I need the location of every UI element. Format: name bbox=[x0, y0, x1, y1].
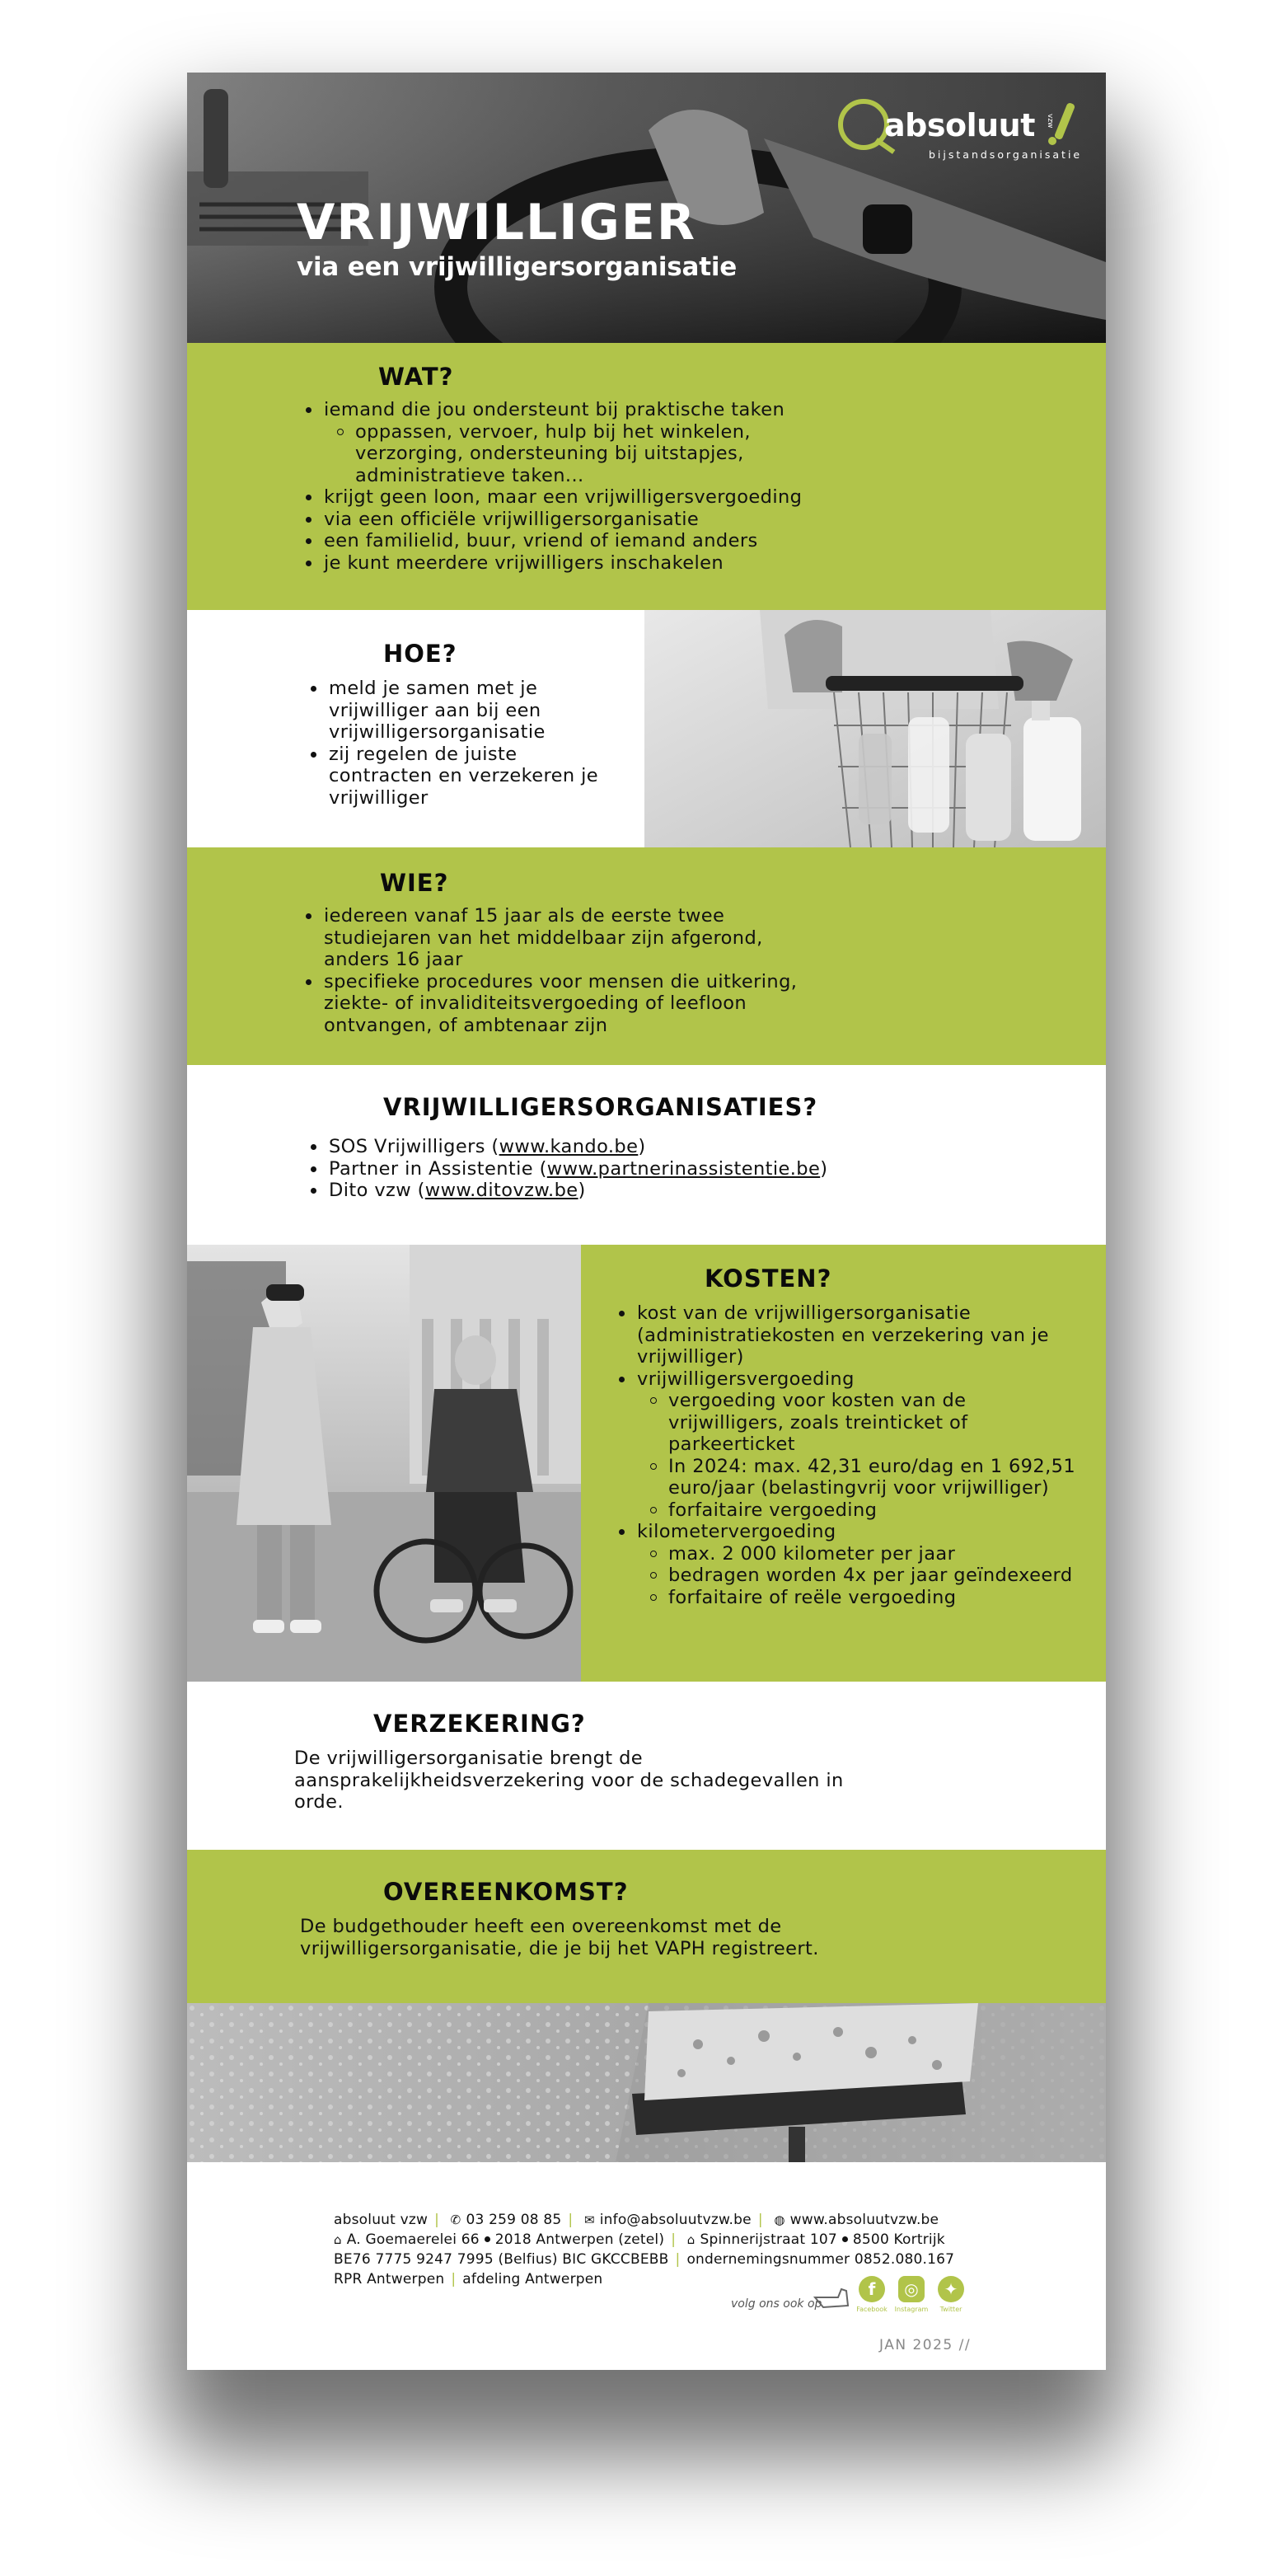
footer-address-row: ⌂ A. Goemaerelei 66 2018 Antwerpen (zetel) | ⌂ Spinnerijstraat 107 8500 Kortrijk bbox=[334, 2231, 945, 2248]
hand-pointer-icon bbox=[813, 2278, 855, 2311]
kosten-list bbox=[616, 1302, 1077, 1608]
image-window-squeegee bbox=[187, 2003, 1106, 2162]
mail-icon: ✉ bbox=[583, 2212, 595, 2227]
footer-phone[interactable]: 03 259 08 85 bbox=[466, 2212, 562, 2228]
footer-address: 8500 Kortrijk bbox=[852, 2231, 945, 2248]
footer-org: absoluut vzw bbox=[334, 2212, 429, 2228]
section-wat bbox=[187, 343, 1106, 610]
footer-web[interactable]: www.absoluutvzw.be bbox=[789, 2212, 939, 2228]
footer-address: 2018 Antwerpen (zetel) bbox=[494, 2231, 665, 2248]
facebook-label: Facebook bbox=[856, 2306, 888, 2313]
overeenkomst-text: De budgethouder heeft een overeenkomst met de vrijwilligersorganisatie, die je bij het VAPH registreert. bbox=[300, 1916, 819, 1959]
footer-dept: afdeling Antwerpen bbox=[462, 2271, 603, 2287]
section-heading: WAT? bbox=[378, 363, 454, 391]
footer-bank-row: BE76 7775 9247 7995 (Belfius) BIC GKCCBEBB | ondernemingsnummer 0852.080.167 bbox=[334, 2251, 955, 2268]
list-item: forfaitaire vergoeding bbox=[647, 1499, 1077, 1522]
orgs-list bbox=[307, 1136, 884, 1202]
list-item: SOS Vrijwilligers (www.kando.be) bbox=[307, 1136, 884, 1158]
section-heading: VRIJWILLIGERSORGANISATIES? bbox=[383, 1093, 818, 1121]
section-hoe bbox=[187, 610, 1106, 847]
logo-vzw: vzw bbox=[1046, 114, 1054, 129]
home-icon: ⌂ bbox=[334, 2232, 342, 2247]
wie-list bbox=[302, 905, 830, 1036]
kando-link[interactable]: www.kando.be bbox=[499, 1136, 639, 1157]
photo-window-squeegee bbox=[187, 2003, 1106, 2162]
phone-icon: ✆ bbox=[450, 2212, 461, 2227]
globe-icon: ◍ bbox=[774, 2212, 785, 2227]
list-item: Dito vzw (www.ditovzw.be) bbox=[307, 1180, 884, 1202]
footer-address: Spinnerijstraat 107 bbox=[700, 2231, 837, 2248]
logo-tagline: bijstandsorganisatie bbox=[929, 148, 1083, 161]
page-subtitle: via een vrijwilligersorganisatie bbox=[297, 252, 738, 282]
footer-contact-row: absoluut vzw | ✆ 03 259 08 85 | ✉ info@absoluutvzw.be | ◍ www.absoluutvzw.be bbox=[334, 2212, 939, 2228]
list-item: vergoeding voor kosten van de vrijwilligers, zoals treinticket of parkeerticket bbox=[647, 1390, 1077, 1456]
kosten-sublist bbox=[647, 1543, 1077, 1609]
partnerinassistentie-link[interactable]: www.partnerinassistentie.be bbox=[546, 1157, 821, 1180]
follow-us-text: volg ons ook op bbox=[731, 2297, 822, 2311]
section-heading: HOE? bbox=[383, 640, 457, 668]
instagram-icon[interactable]: ◎ bbox=[898, 2276, 925, 2302]
list-item: max. 2 000 kilometer per jaar bbox=[647, 1543, 1077, 1565]
section-overeenkomst bbox=[187, 1850, 1106, 2003]
footer-company: ondernemingsnummer 0852.080.167 bbox=[686, 2251, 955, 2268]
list-item: iemand die jou ondersteunt bij praktische taken oppassen, vervoer, hulp bij het winkelen, verzorging, ondersteuning bij uitstapjes, administratieve taken... bbox=[302, 399, 879, 486]
flyer-page bbox=[187, 73, 1106, 2370]
section-verzekering bbox=[187, 1682, 1106, 1850]
photo-wheelchair-user bbox=[187, 1245, 581, 1682]
facebook-icon[interactable]: f bbox=[859, 2276, 885, 2302]
list-item: via een officiële vrijwilligersorganisatie bbox=[302, 509, 879, 531]
section-heading: WIE? bbox=[380, 869, 449, 897]
section-organisaties bbox=[187, 1065, 1106, 1245]
section-wie bbox=[187, 847, 1106, 1065]
list-item: vrijwilligersvergoeding vergoeding voor kosten van de vrijwilligers, zoals treinticket of parkeerticket In 2024: max. 42,31 euro/dag en 1 692,51 euro/jaar (belastingvrij voor vrijwilliger) forfaitaire vergoeding bbox=[616, 1368, 1077, 1522]
wat-sublist bbox=[334, 421, 879, 487]
section-heading: OVEREENKOMST? bbox=[383, 1878, 629, 1906]
list-item: oppassen, vervoer, hulp bij het winkelen, verzorging, ondersteuning bij uitstapjes, administratieve taken... bbox=[334, 421, 795, 487]
photo-shopping-cart bbox=[644, 610, 1106, 847]
logo-tick bbox=[1054, 102, 1076, 140]
verzekering-text: De vrijwilligersorganisatie brengt de aansprakelijkheidsverzekering voor de schadegevallen in orde. bbox=[294, 1748, 844, 1813]
list-item: krijgt geen loon, maar een vrijwilligersvergoeding bbox=[302, 486, 879, 509]
ditovzw-link[interactable]: www.ditovzw.be bbox=[424, 1180, 578, 1201]
list-item: iedereen vanaf 15 jaar als de eerste twee studiejaren van het middelbaar zijn afgerond, anders 16 jaar bbox=[302, 905, 830, 971]
list-item: specifieke procedures voor mensen die uitkering, ziekte- of invaliditeitsvergoeding of leefloon ontvangen, of ambtenaar zijn bbox=[302, 971, 830, 1037]
footer-address: A. Goemaerelei 66 bbox=[346, 2231, 480, 2248]
section-kosten bbox=[187, 1245, 1106, 1682]
list-item: kost van de vrijwilligersorganisatie (administratiekosten en verzekering van je vrijwilliger) bbox=[616, 1302, 1077, 1368]
home-icon: ⌂ bbox=[686, 2232, 696, 2247]
list-item: kilometervergoeding max. 2 000 kilometer per jaar bedragen worden 4x per jaar geïndexeerd forfaitaire of reële vergoeding bbox=[616, 1521, 1077, 1608]
list-item: zij regelen de juiste contracten en verzekeren je vrijwilliger bbox=[307, 744, 612, 809]
list-item: bedragen worden 4x per jaar geïndexeerd bbox=[647, 1565, 1077, 1587]
instagram-label: Instagram bbox=[894, 2306, 929, 2313]
section-heading: KOSTEN? bbox=[705, 1265, 832, 1293]
list-item: meld je samen met je vrijwilliger aan bij een vrijwilligersorganisatie bbox=[307, 678, 612, 744]
logo-q-mark bbox=[838, 99, 889, 150]
twitter-icon[interactable]: ✦ bbox=[938, 2276, 964, 2302]
list-item: forfaitaire of reële vergoeding bbox=[647, 1587, 1077, 1609]
footer-email[interactable]: info@absoluutvzw.be bbox=[599, 2212, 752, 2228]
logo-word: absoluut bbox=[884, 107, 1035, 143]
wat-list bbox=[302, 399, 879, 574]
list-item: een familielid, buur, vriend of iemand anders bbox=[302, 530, 879, 552]
page-title: VRIJWILLIGER bbox=[297, 194, 697, 251]
absoluut-logo bbox=[838, 99, 1102, 165]
twitter-label: Twitter bbox=[939, 2306, 962, 2313]
publication-date: JAN 2025 // bbox=[879, 2337, 972, 2353]
list-item: In 2024: max. 42,31 euro/dag en 1 692,51 euro/jaar (belastingvrij voor vrijwilliger) bbox=[647, 1456, 1077, 1499]
footer-bank: BE76 7775 9247 7995 (Belfius) BIC GKCCBEBB bbox=[334, 2251, 669, 2268]
hoe-list bbox=[307, 678, 612, 809]
footer-rpr: RPR Antwerpen bbox=[334, 2271, 445, 2287]
list-item: Partner in Assistentie (www.partnerinassistentie.be) bbox=[307, 1158, 884, 1180]
kosten-sublist bbox=[647, 1390, 1077, 1521]
footer bbox=[187, 2162, 1106, 2370]
footer-rpr-row: RPR Antwerpen | afdeling Antwerpen bbox=[334, 2271, 603, 2287]
list-item: je kunt meerdere vrijwilligers inschakelen bbox=[302, 552, 879, 575]
section-heading: VERZEKERING? bbox=[373, 1710, 586, 1738]
hero-banner bbox=[187, 73, 1106, 343]
